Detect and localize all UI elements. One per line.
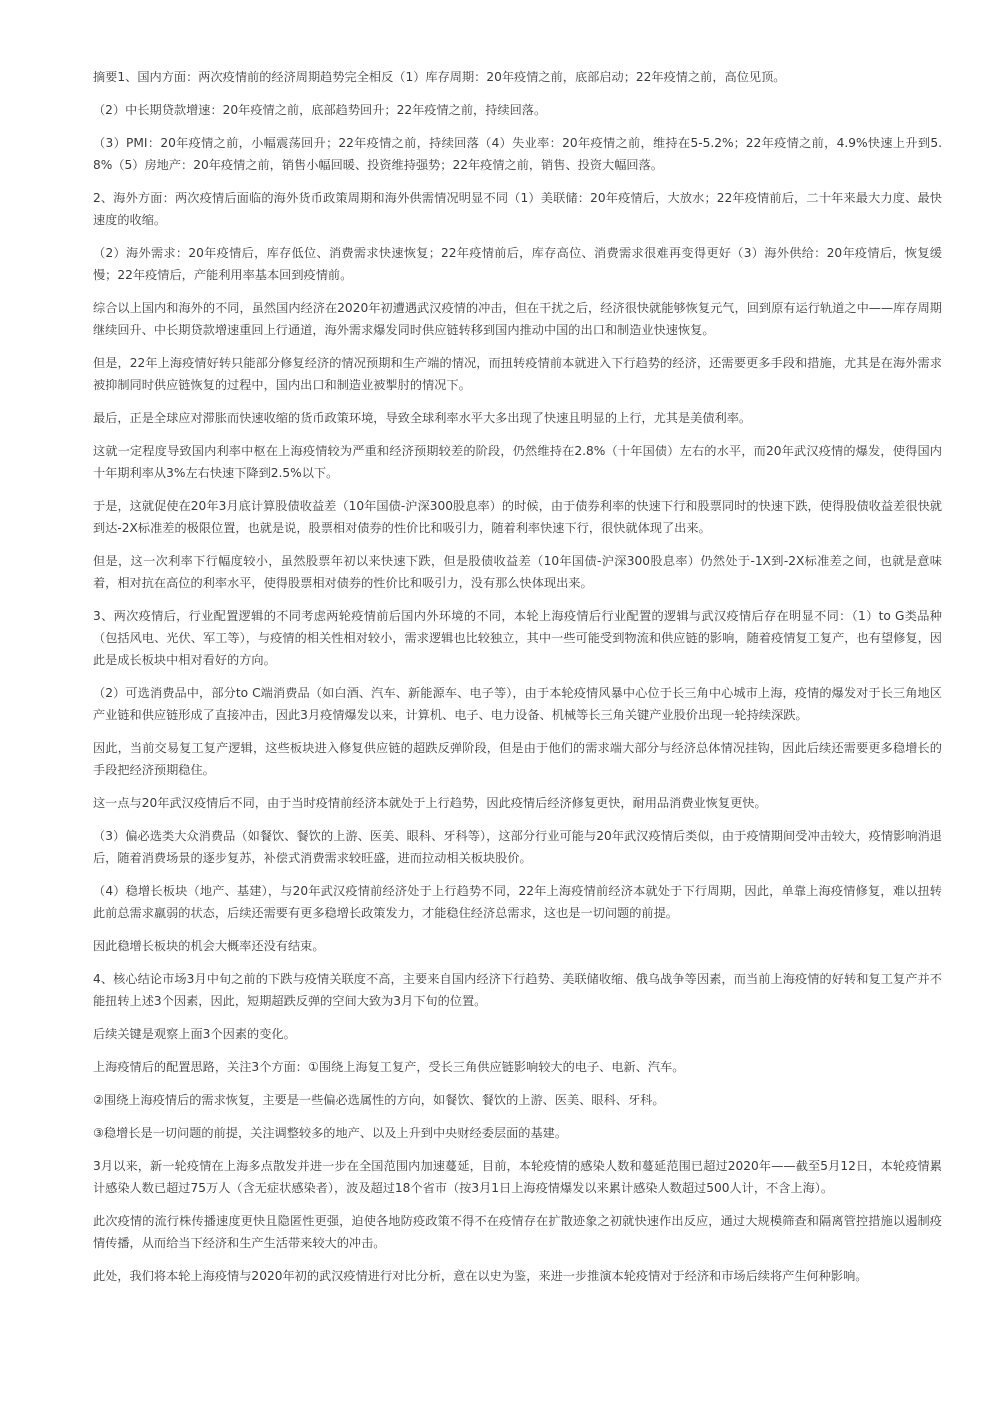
stable-growth-opportunity: 因此稳增长板块的机会大概率还没有结束。 bbox=[93, 939, 325, 953]
allocation-demand-recovery: ②围绕上海疫情后的需求恢复，主要是一些偏必选属性的方向，如餐饮、餐饮的上游、医美、眼科、牙科。 bbox=[93, 1093, 665, 1107]
core-conclusion: 4、核心结论市场3月中旬之前的下跌与疫情关联度不高，主要来自国内经济下行趋势、美联储收缩、俄乌战争等因素，而当前上海疫情的好转和复工复产并不能扭转上述3个因素，因此，短期超跌反弹的空间大致为3月下旬的位置。 bbox=[93, 972, 942, 1008]
overseas-demand-supply: （2）海外需求：20年疫情后，库存低位、消费需求快速恢复；22年疫情前后，库存高位、消费需求很难再变得更好（3）海外供给：20年疫情后，恢复缓慢；22年疫情后，产能利用率基本回到疫情前。 bbox=[93, 246, 942, 282]
combined-analysis: 综合以上国内和海外的不同，虽然国内经济在2020年初遭遇武汉疫情的冲击，但在干扰之后，经济很快就能够恢复元气，回到原有运行轨道之中——库存周期继续回升、中长期贷款增速重回上行通道，海外需求爆发同时供应链转移到国内推动中国的出口和制造业快速恢复。 bbox=[93, 301, 942, 337]
allocation-stable-growth: ③稳增长是一切问题的前提，关注调整较多的地产、以及上升到中央财经委层面的基建。 bbox=[93, 1126, 568, 1140]
summary-mid-long-loans: （2）中长期贷款增速：20年疫情之前，底部趋势回升；22年疫情之前，持续回落。 bbox=[93, 103, 547, 117]
outbreak-status: 3月以来，新一轮疫情在上海多点散发并进一步在全国范围内加速蔓延，目前，本轮疫情的感染人数和蔓延范围已超过2020年——截至5月12日，本轮疫情累计感染人数已超过75万人（含无症状感染者），波及超过18个省市（按3月1日上海疫情爆发以来累计感染人数超过500人计，不含上海）。 bbox=[93, 1159, 942, 1195]
sector-stable-growth: （4）稳增长板块（地产、基建），与20年武汉疫情前经济处于上行趋势不同，22年上海疫情前经济本就处于下行周期，因此，单靠上海疫情修复，难以扭转此前总需求羸弱的状态，后续还需要有更多稳增长政策发力，才能稳住经济总需求，这也是一切问题的前提。 bbox=[93, 884, 942, 920]
sector-mass-consumption: （3）偏必选类大众消费品（如餐饮、餐饮的上游、医美、眼科、牙科等），这部分行业可能与20年武汉疫情后类似，由于疫情期间受冲击较大，疫情影响消退后，随着消费场景的逐步复苏，补偿式消费需求较旺盛，进而拉动相关板块股价。 bbox=[93, 829, 942, 865]
comparison-intro: 此处，我们将本轮上海疫情与2020年初的武汉疫情进行对比分析，意在以史为鉴，来进一步推演本轮疫情对于经济和市场后续将产生何种影响。 bbox=[93, 1269, 868, 1283]
overseas-fed: 2、海外方面：两次疫情后面临的海外货币政策周期和海外供需情况明显不同（1）美联储：20年疫情后，大放水；22年疫情前后，二十年来最大力度、最快速度的收缩。 bbox=[93, 191, 942, 227]
wuhan-comparison: 这一点与20年武汉疫情后不同，由于当时疫情前经济本就处于上行趋势，因此疫情后经济修复更快，耐用品消费业恢复更快。 bbox=[93, 796, 767, 810]
equity-bond-spread-2022: 但是，这一次利率下行幅度较小，虽然股票年初以来快速下跌，但是股债收益差（10年国债-沪深300股息率）仍然处于-1X到-2X标准差之间，也就是意味着，相对抗在高位的利率水平，使得股票相对债券的性价比和吸引力，没有那么快体现出来。 bbox=[93, 554, 942, 590]
domestic-rates: 这就一定程度导致国内利率中枢在上海疫情较为严重和经济预期较差的阶段，仍然维持在2.8%（十年国债）左右的水平，而20年武汉疫情的爆发，使得国内十年期利率从3%左右快速下降到2.5%以下。 bbox=[93, 444, 942, 480]
summary-pmi-unemployment-property: （3）PMI：20年疫情之前，小幅震荡回升；22年疫情之前，持续回落（4）失业率：20年疫情之前，维持在5-5.2%；22年疫情之前，4.9%快速上升到5.8%（5）房地产：20年疫情之前，销售小幅回暖、投资维持强势；22年疫情之前，销售、投资大幅回落。 bbox=[93, 136, 942, 172]
summary-domestic-inventory: 摘要1、国内方面：两次疫情前的经济周期趋势完全相反（1）库存周期：20年疫情之前，底部启动；22年疫情之前，高位见顶。 bbox=[93, 70, 786, 84]
sector-to-c: （2）可选消费品中，部分to C端消费品（如白酒、汽车、新能源车、电子等），由于本轮疫情风暴中心位于长三角中心城市上海，疫情的爆发对于长三角地区产业链和供应链形成了直接冲击，因此3月疫情爆发以来，计算机、电子、电力设备、机械等长三角关键产业股价出现一轮持续深跌。 bbox=[93, 686, 942, 722]
article-body bbox=[93, 66, 942, 1298]
equity-bond-spread-2020: 于是，这就促使在20年3月底计算股债收益差（10年国债-沪深300股息率）的时候，由于债券利率的快速下行和股票同时的快速下跌，使得股债收益差很快就到达-2X标准差的极限位置，也就是说，股票相对债券的性价比和吸引力，随着利率快速下行，很快就体现了出来。 bbox=[93, 499, 942, 535]
global-rates: 最后，正是全球应对滞胀而快速收缩的货币政策环境，导致全球利率水平大多出现了快速且明显的上行，尤其是美债利率。 bbox=[93, 411, 752, 425]
variant-impact: 此次疫情的流行株传播速度更快且隐匿性更强，迫使各地防疫政策不得不在疫情存在扩散迹象之初就快速作出反应，通过大规模筛查和隔离管控措施以遏制疫情传播，从而给当下经济和生产生活带来较大的冲击。 bbox=[93, 1214, 942, 1250]
shanghai-recovery-limits: 但是，22年上海疫情好转只能部分修复经济的情况预期和生产端的情况，而扭转疫情前本就进入下行趋势的经济，还需要更多手段和措施，尤其是在海外需求被抑制同时供应链恢复的过程中，国内出口和制造业被掣肘的情况下。 bbox=[93, 356, 942, 392]
watch-factors: 后续关键是观察上面3个因素的变化。 bbox=[93, 1027, 296, 1041]
recovery-logic: 因此，当前交易复工复产逻辑，这些板块进入修复供应链的超跌反弹阶段，但是由于他们的需求端大部分与经济总体情况挂钩，因此后续还需要更多稳增长的手段把经济预期稳住。 bbox=[93, 741, 942, 777]
sector-to-g: 3、两次疫情后，行业配置逻辑的不同考虑两轮疫情前后国内外环境的不同，本轮上海疫情后行业配置的逻辑与武汉疫情后存在明显不同：（1）to G类品种（包括风电、光伏、军工等），与疫情的相关性相对较小，需求逻辑也比较独立，其中一些可能受到物流和供应链的影响，随着疫情复工复产，也有望修复，因此是成长板块中相对看好的方向。 bbox=[93, 609, 942, 667]
allocation-ideas: 上海疫情后的配置思路，关注3个方面：①围绕上海复工复产，受长三角供应链影响较大的电子、电新、汽车。 bbox=[93, 1060, 685, 1074]
